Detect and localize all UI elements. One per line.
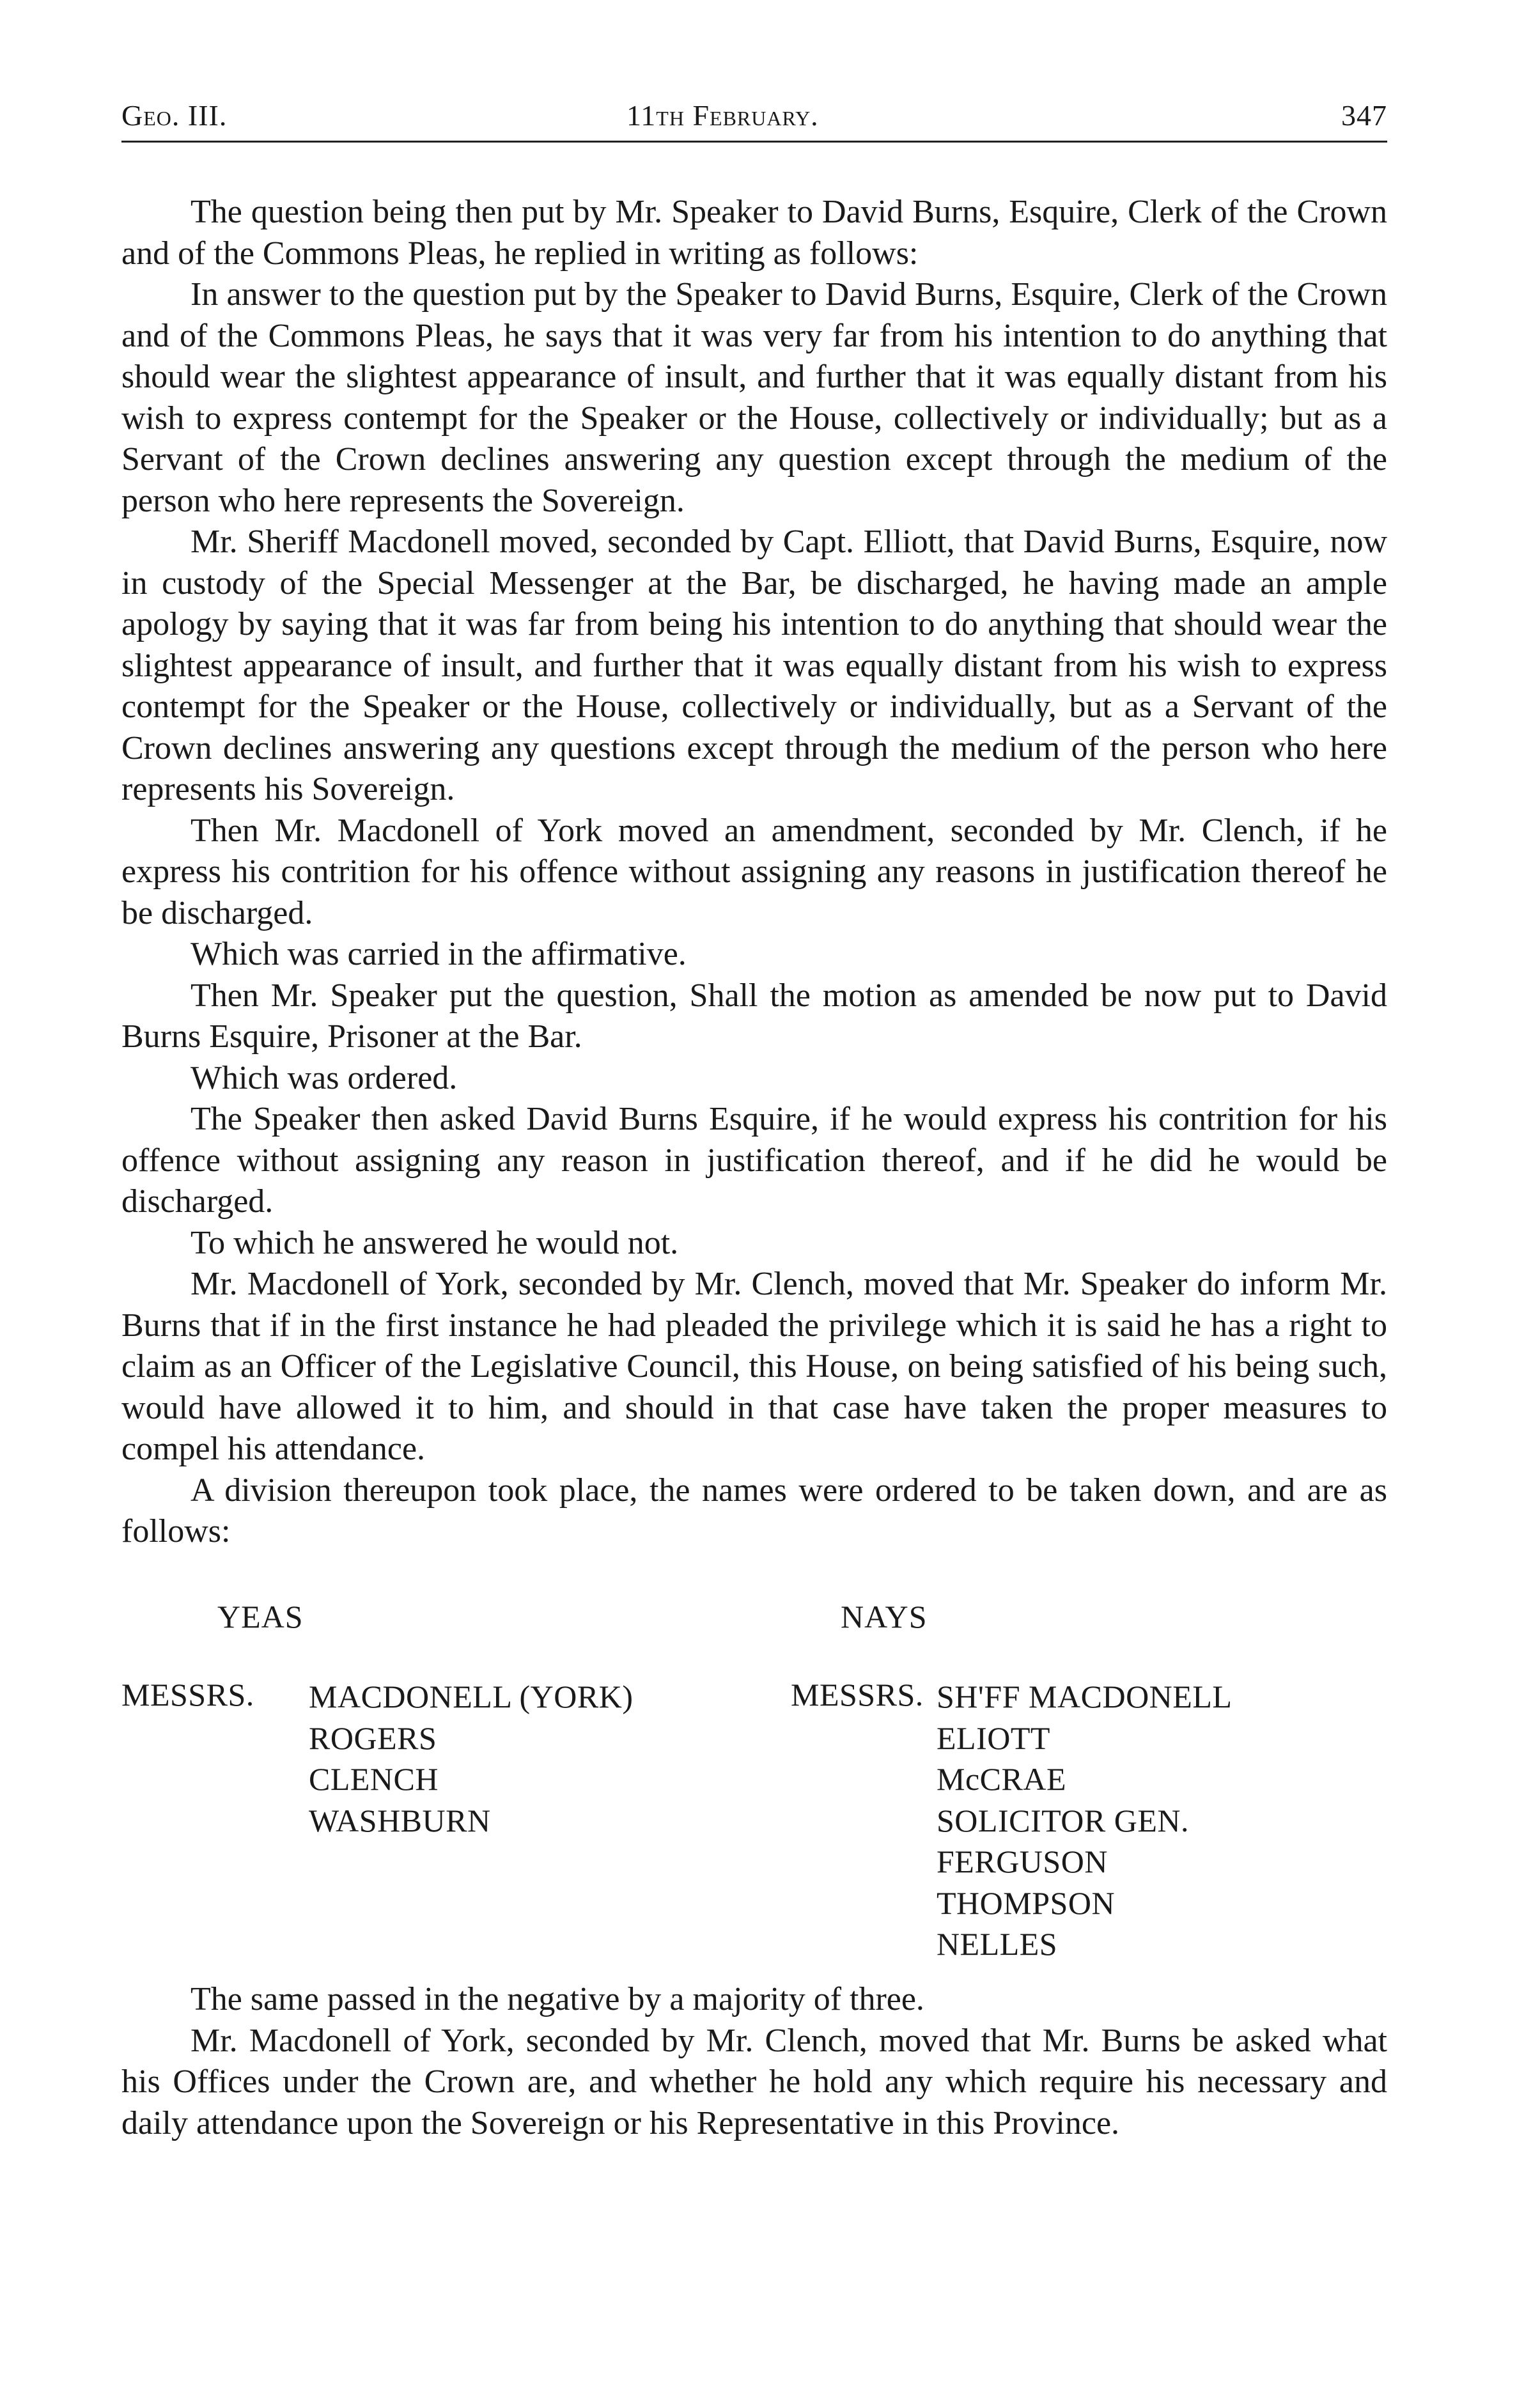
paragraph: Which was ordered. [191,1059,458,1096]
paragraph: Then Mr. Speaker put the question, Shall the motion as amended be now put to David Burns Esquire, Prisoner at the Bar. [121,977,1387,1055]
yeas-list [309,1676,634,1841]
paragraph: Mr. Sheriff Macdonell moved, seconded by Capt. Elliott, that David Burns, Esquire, now in custody of the Special Messenger at the Bar, be discharged, he having made an ample apology by saying that it was far from being his intention to do anything that should wear the slightest appearance of insult, and further that it was equally distant from his wish to express contempt for the Speaker or the House, collectively or individually, but as a Servant of the Crown declines answering any questions except through the medium of the person who here represents his Sovereign. [121,524,1387,807]
nays-prefix: MESSRS. [791,1677,924,1713]
paragraph: In answer to the question put by the Speaker to David Burns, Esquire, Clerk of the Crown and of the Commons Pleas, he says that it was very far from his intention to do anything that should wear the slightest appearance of insult, and further that it was equally distant from his wish to express contempt for the Speaker or the House, collectively or individually; but as a Servant of the Crown declines answering any question except through the medium of the person who here represents the Sovereign. [121,276,1387,519]
closing-text [121,1979,1387,2144]
paragraph: The Speaker then asked David Burns Esquire, if he would express his contrition for his offence without assigning any reason in justification thereof, and if he did he would be discharged. [121,1101,1387,1220]
nay-name: THOMPSON [937,1884,1116,1921]
nays-list [937,1676,1232,1965]
page-number: 347 [1341,99,1387,132]
paragraph: To which he answered he would not. [191,1224,679,1261]
nay-name: ELIOTT [937,1720,1050,1756]
header-date: 11th February. [626,99,819,132]
paragraph: The question being then put by Mr. Speaker to David Burns, Esquire, Clerk of the Crown and of the Commons Pleas, he replied in writing as follows: [121,194,1387,272]
paragraph: A division thereupon took place, the names were ordered to be taken down, and are as follows: [121,1472,1387,1550]
nay-name: McCRAE [937,1761,1066,1797]
yeas-prefix: MESSRS. [121,1677,254,1713]
paragraph: The same passed in the negative by a majority of three. [191,1981,924,2017]
running-head [121,96,1387,143]
yea-name: WASHBURN [309,1802,491,1838]
body-text [121,192,1387,1553]
paragraph: Mr. Macdonell of York, seconded by Mr. Clench, moved that Mr. Burns be asked what his Offices under the Crown are, and whether he hold any which require his necessary and daily attendance upon the Sovereign or his Representative in this Province. [121,2022,1387,2141]
nay-name: SOLICITOR GEN. [937,1802,1189,1838]
yea-name: ROGERS [309,1720,437,1756]
yea-name: MACDONELL (YORK) [309,1679,634,1714]
nays-heading: NAYS [841,1599,928,1635]
yea-name: CLENCH [309,1761,439,1797]
division-list [121,1598,1387,1962]
paragraph: Then Mr. Macdonell of York moved an amendment, seconded by Mr. Clench, if he express his contrition for his offence without assigning any reasons in justification thereof he be discharged. [121,812,1387,931]
header-reign: Geo. III. [121,99,228,132]
nay-name: FERGUSON [937,1844,1108,1879]
paragraph: Mr. Macdonell of York, seconded by Mr. Clench, moved that Mr. Speaker do inform Mr. Burns that if in the first instance he had pleaded the privilege which it is said he has a right to claim as an Officer of the Legislative Council, this House, on being satisfied of his being such, would have allowed it to him, and should in that case have taken the proper measures to compel his attendance. [121,1266,1387,1467]
nay-name: NELLES [937,1926,1058,1962]
nay-name: SH'FF MACDONELL [937,1679,1233,1714]
paragraph: Which was carried in the affirmative. [191,936,687,972]
yeas-heading: YEAS [217,1599,304,1635]
